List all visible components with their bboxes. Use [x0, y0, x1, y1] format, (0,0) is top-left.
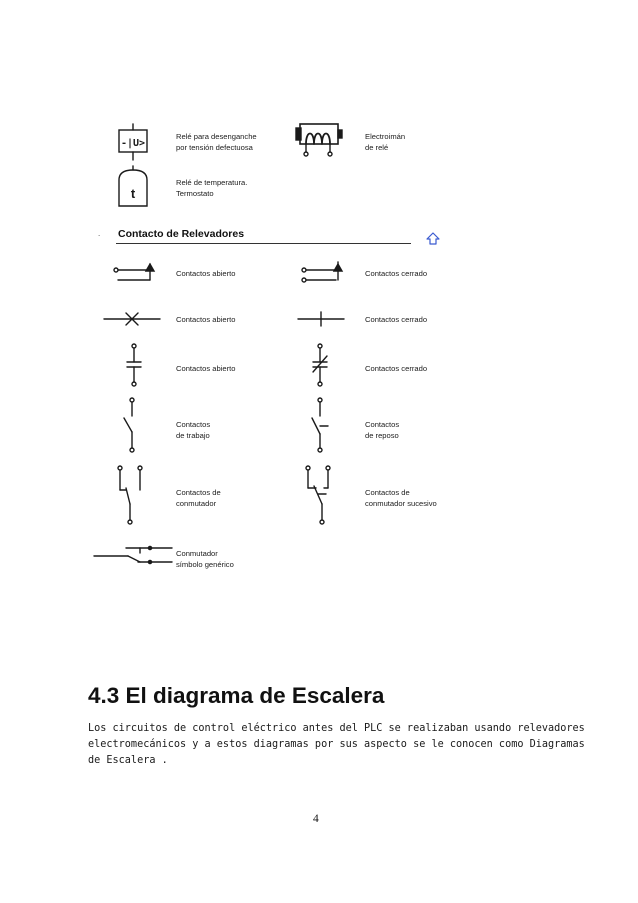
- section-title: Contacto de Relevadores: [118, 228, 245, 240]
- label-electroiman: Electroimán de relé: [365, 132, 406, 152]
- generic-switch-symbol: [92, 542, 176, 570]
- open-contact-horizontal-symbol: [112, 260, 162, 284]
- working-contact-symbol: [120, 396, 144, 456]
- relay-glyph: -|U>: [120, 138, 146, 149]
- section-divider: [116, 243, 411, 244]
- label-row5-right: Contactos de conmutador sucesivo: [365, 488, 437, 508]
- label-row4-right: Contactos de reposo: [365, 420, 400, 440]
- changeover-contact-symbol: [112, 464, 152, 528]
- electromagnet-symbol: [296, 122, 346, 160]
- label-rele-temperatura: Relé de temperatura. Termostato: [176, 178, 248, 198]
- up-arrow-icon[interactable]: [426, 232, 440, 246]
- label-row1-right: Contactos cerrado: [365, 269, 428, 278]
- label-row2-left: Contactos abierto: [176, 315, 236, 324]
- thermostat-glyph: t: [130, 186, 136, 201]
- label-row2-right: Contactos cerrado: [365, 315, 428, 324]
- section-bullet: .: [98, 229, 101, 238]
- label-row4-left: Contactos de trabajo: [176, 420, 211, 440]
- label-row3-left: Contactos abierto: [176, 364, 236, 373]
- label-row1-left: Contactos abierto: [176, 269, 236, 278]
- label-rele-desenganche: Relé para desenganche por tensión defectuosa: [176, 132, 257, 152]
- closed-contact-horizontal-symbol: [300, 258, 350, 284]
- closed-contact-vertical-symbol: [308, 342, 332, 390]
- thermostat-relay-symbol: [108, 166, 158, 210]
- label-row6-left: Conmutador símbolo genérico: [176, 549, 234, 569]
- open-contact-vertical-symbol: [122, 342, 146, 390]
- closed-contact-bar-symbol: [298, 309, 358, 329]
- rest-contact-symbol: [308, 396, 334, 456]
- undervoltage-relay-symbol: [108, 124, 158, 164]
- label-row5-left: Contactos de conmutador: [176, 488, 221, 508]
- body-paragraph: Los circuitos de control eléctrico antes del PLC se realizaban usando relevadores electromecánicos y a estos diagramas por sus aspecto se le conocen como Diagramas de Escalera .: [88, 723, 585, 766]
- open-contact-cross-symbol: [104, 309, 164, 329]
- section-heading: 4.3 El diagrama de Escalera: [88, 683, 385, 708]
- page-number: 4: [313, 813, 319, 825]
- label-row3-right: Contactos cerrado: [365, 364, 428, 373]
- successive-changeover-contact-symbol: [300, 464, 340, 528]
